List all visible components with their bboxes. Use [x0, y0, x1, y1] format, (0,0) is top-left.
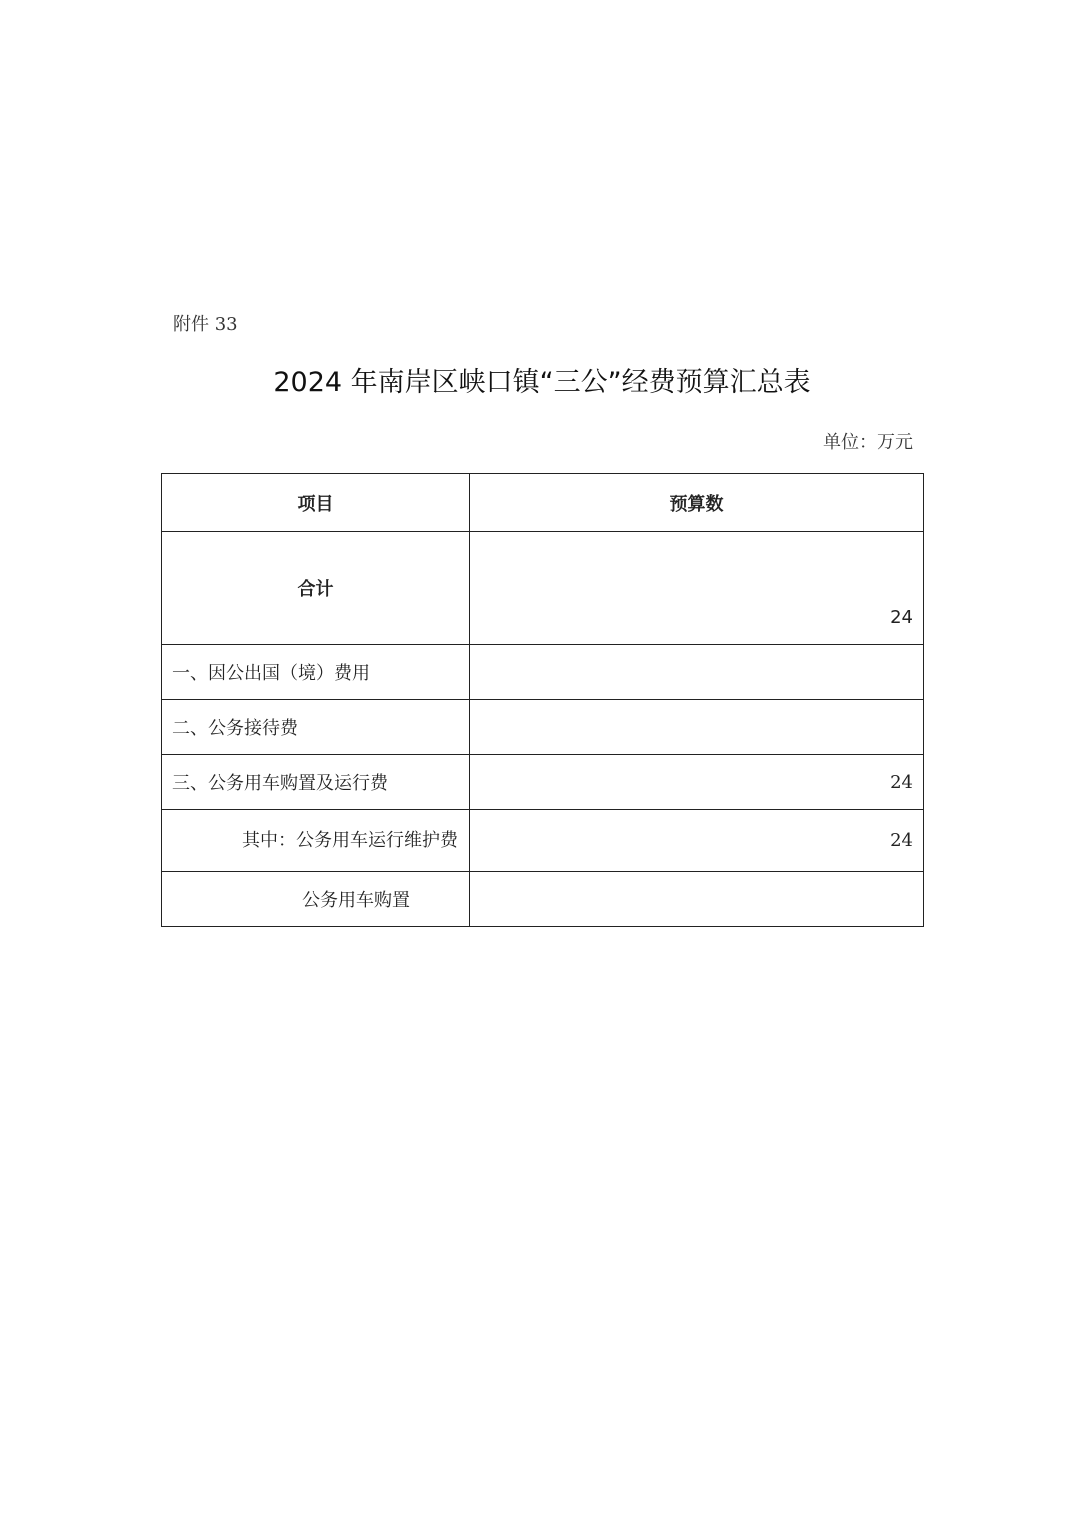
row-value: [470, 700, 924, 755]
row-label: 一、因公出国（境）费用: [162, 645, 470, 700]
table-header-row: [162, 474, 924, 532]
row-label: 二、公务接待费: [162, 700, 470, 755]
total-value: 24: [890, 607, 913, 628]
total-value-cell: [470, 532, 924, 645]
budget-table: [161, 473, 924, 927]
table-row: [162, 645, 924, 700]
unit-label: 单位：万元: [823, 432, 913, 453]
row-value: 24: [470, 810, 924, 872]
row-label: 三、公务用车购置及运行费: [162, 755, 470, 810]
total-row: [162, 532, 924, 645]
row-label: 其中：公务用车运行维护费: [162, 810, 470, 872]
total-label: 合计: [162, 532, 470, 645]
row-value: 24: [470, 755, 924, 810]
table-row: [162, 755, 924, 810]
row-value: [470, 872, 924, 927]
table-row: [162, 872, 924, 927]
attachment-label: 附件 33: [173, 314, 238, 335]
page-title: 2024 年南岸区峡口镇“三公”经费预算汇总表: [273, 367, 811, 398]
header-budget: 预算数: [470, 474, 924, 532]
row-value: [470, 645, 924, 700]
table-row: [162, 700, 924, 755]
row-label: 公务用车购置: [162, 872, 470, 927]
header-item: 项目: [162, 474, 470, 532]
table-row: [162, 810, 924, 872]
